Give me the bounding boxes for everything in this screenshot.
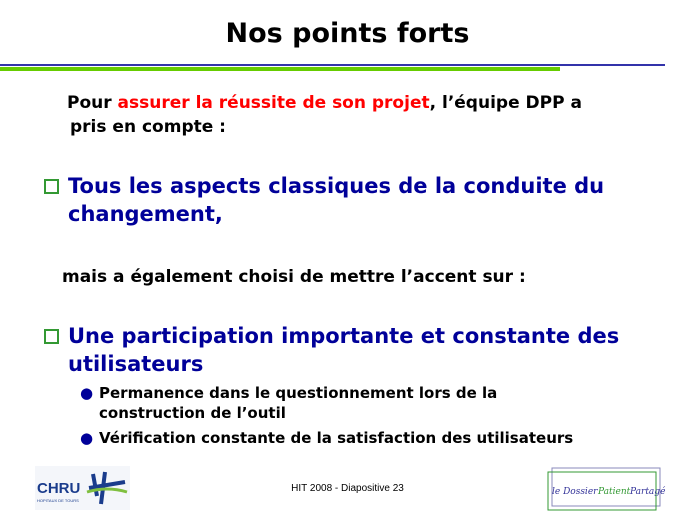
title-rule-green: [0, 67, 560, 71]
intro-text: [67, 91, 667, 139]
point-1-line1: Tous les aspects classiques de la conduite du: [68, 174, 605, 198]
title-rule-blue: [0, 64, 665, 66]
logo-text-dossier: le Dossier: [552, 487, 598, 497]
point-2-line2: utilisateurs: [68, 352, 204, 376]
bullet-dot-icon: ●: [80, 429, 94, 447]
slide-footer: HIT 2008 - Diapositive 23: [291, 483, 404, 494]
intro-suffix: , l’équipe DPP a: [429, 93, 582, 113]
bullet-dot-icon: ●: [80, 384, 94, 402]
mid-text: mais a également choisi de mettre l’accent sur :: [62, 267, 526, 287]
logo-text-patient: Patient: [598, 487, 631, 497]
bullet-1: [80, 383, 497, 423]
bullet-1-line1: Permanence dans le questionnement lors de la: [99, 384, 498, 402]
checkbox-bullet-icon: [44, 179, 59, 194]
point-1: [44, 172, 604, 228]
intro-prefix: Pour: [67, 93, 118, 113]
bullet-1-line2: construction de l’outil: [99, 404, 286, 422]
bullet-2: [80, 428, 573, 448]
slide-title: Nos points forts: [225, 18, 470, 49]
point-1-line2: changement,: [68, 202, 223, 226]
dossier-patient-partage-logo: [546, 464, 666, 511]
chru-logo-text: CHRU: [37, 480, 81, 497]
intro-line2: pris en compte :: [70, 117, 226, 137]
chru-logo: [35, 466, 130, 510]
intro-highlight: assurer la réussite de son projet: [117, 93, 430, 113]
bullet-2-line1: Vérification constante de la satisfaction des utilisateurs: [99, 429, 574, 447]
point-2-line1: Une participation importante et constante des: [68, 324, 620, 348]
point-2: [44, 322, 619, 378]
chru-logo-subtitle: HOPITAUX DE TOURS: [37, 498, 79, 503]
logo-text-partage: Partagé: [630, 487, 666, 497]
checkbox-bullet-icon: [44, 329, 59, 344]
